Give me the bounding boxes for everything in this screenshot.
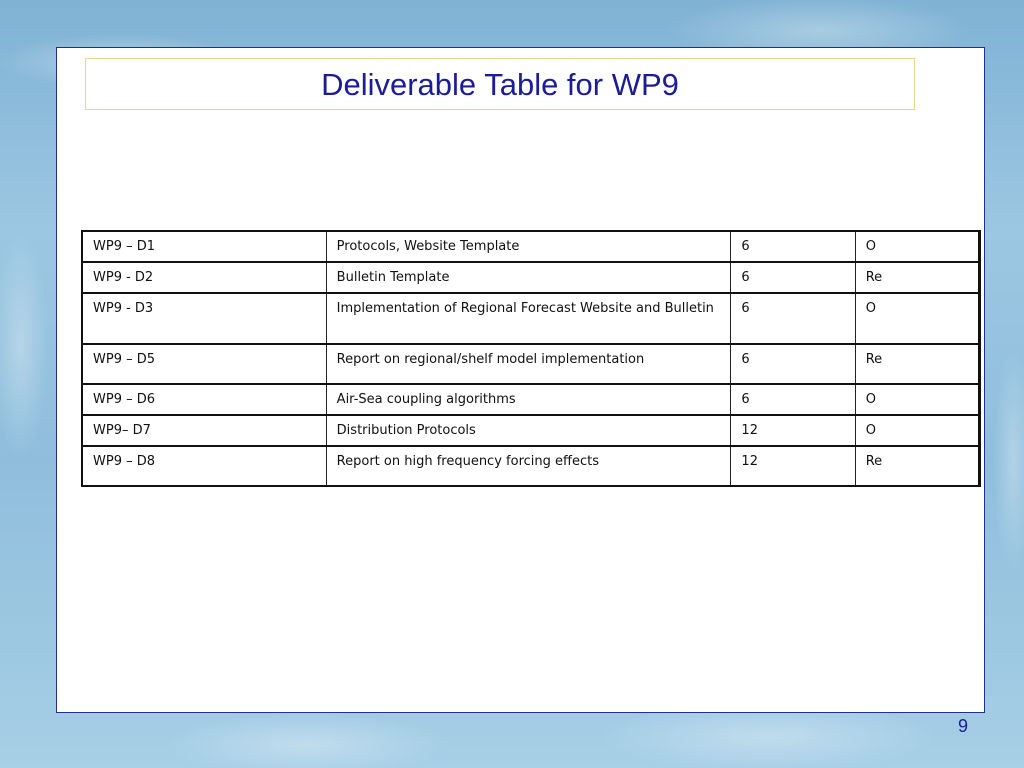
deliverable-month: 12 xyxy=(731,415,855,446)
deliverable-id: WP9 – D5 xyxy=(82,344,326,384)
deliverable-id: WP9 – D8 xyxy=(82,446,326,486)
deliverable-month: 6 xyxy=(731,344,855,384)
table-row xyxy=(82,344,980,384)
deliverable-id: WP9 - D3 xyxy=(82,293,326,344)
deliverable-type: O xyxy=(855,415,979,446)
deliverable-id: WP9 – D6 xyxy=(82,384,326,415)
deliverable-description: Implementation of Regional Forecast Website and Bulletin xyxy=(326,293,731,344)
deliverable-month: 6 xyxy=(731,262,855,293)
deliverable-type: O xyxy=(855,231,979,262)
table-row xyxy=(82,231,980,262)
deliverable-table xyxy=(81,230,981,487)
deliverable-description: Air-Sea coupling algorithms xyxy=(326,384,731,415)
deliverable-id: WP9 - D2 xyxy=(82,262,326,293)
deliverable-description: Distribution Protocols xyxy=(326,415,731,446)
deliverable-description: Bulletin Template xyxy=(326,262,731,293)
slide-panel xyxy=(56,47,985,713)
deliverable-month: 12 xyxy=(731,446,855,486)
table-row xyxy=(82,446,980,486)
slide-title: Deliverable Table for WP9 xyxy=(321,66,679,102)
deliverable-type: Re xyxy=(855,262,979,293)
deliverable-month: 6 xyxy=(731,293,855,344)
table-row xyxy=(82,262,980,293)
deliverable-description: Report on high frequency forcing effects xyxy=(326,446,731,486)
deliverable-month: 6 xyxy=(731,231,855,262)
deliverable-type: Re xyxy=(855,446,979,486)
deliverable-description: Report on regional/shelf model implementation xyxy=(326,344,731,384)
deliverable-id: WP9– D7 xyxy=(82,415,326,446)
deliverable-type: O xyxy=(855,384,979,415)
deliverable-type: Re xyxy=(855,344,979,384)
page-number: 9 xyxy=(957,716,968,736)
deliverable-description: Protocols, Website Template xyxy=(326,231,731,262)
table-row xyxy=(82,293,980,344)
deliverable-month: 6 xyxy=(731,384,855,415)
table-row xyxy=(82,415,980,446)
deliverable-type: O xyxy=(855,293,979,344)
title-box xyxy=(85,58,915,110)
table-row xyxy=(82,384,980,415)
deliverable-id: WP9 – D1 xyxy=(82,231,326,262)
